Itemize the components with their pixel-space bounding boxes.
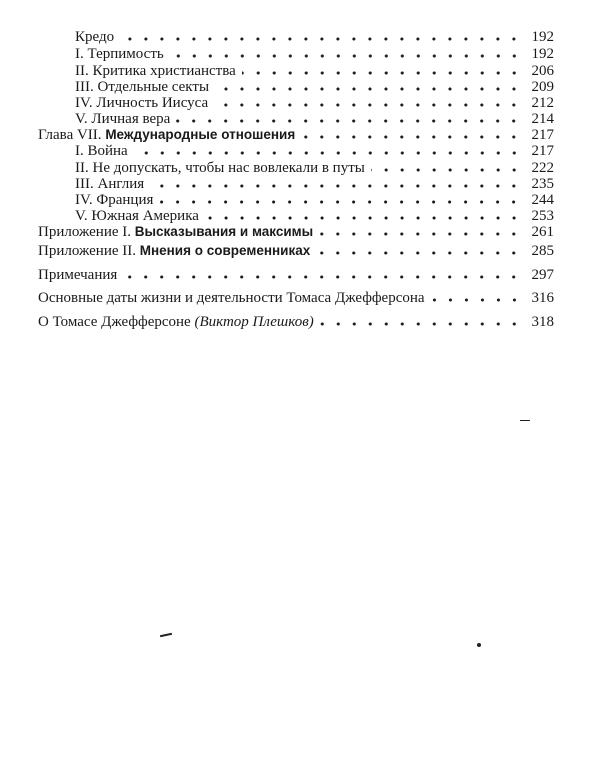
leader-dots (301, 135, 522, 139)
leader-dots (159, 200, 522, 204)
toc-entry-page: 318 (531, 314, 554, 330)
toc-entry-page: 192 (531, 29, 554, 45)
leader-dots (371, 168, 522, 172)
toc-entry-page: 244 (531, 192, 554, 208)
toc-entry-title: IV. Франция (75, 192, 154, 208)
toc-entry (75, 28, 554, 46)
leader-dots (150, 184, 522, 188)
leader-dots (170, 54, 522, 58)
toc-entry-page: 214 (531, 111, 554, 127)
toc-entry (38, 313, 554, 331)
toc-entry-prefix: Глава VII. (38, 127, 102, 143)
toc-entry-page: 297 (531, 267, 554, 283)
toc-entry-title: Основные даты жизни и деятельности Томаса Джефферсона (38, 290, 425, 306)
leader-dots (120, 37, 522, 41)
toc-entry-page: 217 (531, 127, 554, 143)
toc-entry-title: III. Англия (75, 176, 145, 192)
toc-entry (75, 45, 554, 63)
leader-dots (134, 151, 522, 155)
leader-dots (242, 71, 522, 75)
toc-appendix-entry (38, 242, 554, 260)
toc-entry (75, 142, 554, 160)
toc-entry-title (38, 242, 310, 260)
toc-entry-title: Кредо (75, 29, 115, 45)
leader-dots (214, 103, 522, 107)
toc-entry-page: 316 (531, 290, 554, 306)
toc-entry-title: Примечания (38, 267, 118, 283)
toc-entry-title: II. Не допускать, чтобы нас вовлекали в путы (75, 160, 365, 176)
toc-entry-title: IV. Личность Иисуса (75, 95, 209, 111)
toc-entry-author: (Виктор Плешков) (194, 314, 314, 330)
toc-entry-bold-title: Международные отношения (105, 127, 296, 142)
scan-speck (160, 633, 172, 637)
toc-entry-title (38, 313, 314, 331)
toc-entry-prefix: Приложение I. (38, 224, 132, 240)
toc-entry-page: 235 (531, 176, 554, 192)
toc-entry-page: 285 (531, 243, 554, 259)
toc-entry-title: V. Южная Америка (75, 208, 199, 224)
leader-dots (320, 322, 522, 326)
toc-entry (38, 266, 554, 284)
leader-dots (215, 87, 522, 91)
toc-appendix-entry (38, 223, 554, 241)
toc-entry-title: I. Терпимость (75, 46, 164, 62)
toc-entry-title: V. Личная вера (75, 111, 171, 127)
leader-dots (205, 216, 522, 220)
toc-entry-page: 253 (531, 208, 554, 224)
toc-entry-page: 209 (531, 79, 554, 95)
toc-entry-page: 212 (531, 95, 554, 111)
toc-entry-title: III. Отдельные секты (75, 79, 210, 95)
leader-dots (431, 298, 522, 302)
toc-entry-page: 217 (531, 143, 554, 159)
toc-entry-page: 206 (531, 63, 554, 79)
toc-entry (38, 289, 554, 307)
scan-speck (520, 420, 530, 421)
toc-entry-page: 192 (531, 46, 554, 62)
toc-entry-title (38, 223, 313, 241)
toc-entry-page: 261 (531, 224, 554, 240)
scan-speck (477, 643, 481, 647)
leader-dots (176, 119, 522, 123)
leader-dots (316, 251, 522, 255)
toc-entry-bold-title: Высказывания и максимы (134, 224, 314, 239)
toc-entry-bold-title: Мнения о современниках (139, 243, 311, 258)
toc-entry-prefix: О Томасе Джефферсоне (38, 314, 191, 330)
toc-entry-title: II. Критика христианства (75, 63, 236, 79)
toc-entry-title: I. Война (75, 143, 128, 159)
leader-dots (319, 232, 522, 236)
toc-entry-page: 222 (531, 160, 554, 176)
leader-dots (123, 275, 522, 279)
toc-entry-prefix: Приложение II. (38, 243, 136, 259)
